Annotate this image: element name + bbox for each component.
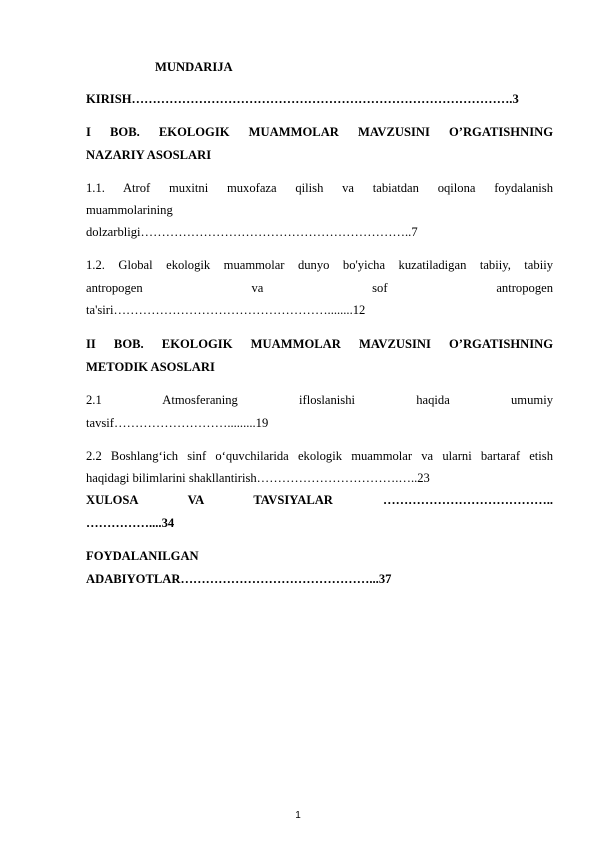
toc-entry-1-1-page: dolzarbligi………………………………………………………..7 (86, 225, 418, 239)
toc-entry-1-1-cont: muammolarining (86, 203, 173, 217)
toc-entry-chapter-2: II BOB. EKOLOGIK MUAMMOLAR MAVZUSINI O’RGATISHNING (86, 337, 553, 351)
toc-entry-2-1-page: tavsif……………………….........19 (86, 416, 269, 430)
toc-entry-1-2-page: ta'siri……………………………………………........12 (86, 303, 366, 317)
toc-entry-foydalanilgan: FOYDALANILGAN (86, 549, 199, 563)
toc-entry-adabiyotlar: ADABIYOTLAR………………………………………...37 (86, 572, 392, 586)
toc-entry-chapter-1-cont: NAZARIY ASOSLARI (86, 148, 212, 162)
toc-entry-1-1: 1.1. Atrof muxitni muxofaza qilish va tabiatdan oqilona foydalanish (86, 181, 553, 195)
toc-entry-xulosa: XULOSA VA TAVSIYALAR ………………………………….. (86, 493, 553, 507)
toc-entry-chapter-1: I BOB. EKOLOGIK MUAMMOLAR MAVZUSINI O’RGATISHNING (86, 125, 553, 139)
toc-entry-1-2-cont: antropogen va sof antropogen (86, 281, 553, 295)
page-number: 1 (295, 810, 301, 821)
toc-entry-2-2: 2.2 Boshlang‘ich sinf o‘quvchilarida ekologik muammolar va ularni bartaraf etish (86, 449, 553, 463)
toc-title: MUNDARIJA (155, 60, 233, 74)
toc-entry-kirish: KIRISH……………………………………………………………………………….3 (86, 92, 519, 106)
toc-entry-xulosa-page: ……………....34 (86, 516, 175, 530)
toc-entry-chapter-2-cont: METODIK ASOSLARI (86, 360, 215, 374)
toc-entry-2-2-page: haqidagi bilimlarini shakllantirish…………………………….…..23 (86, 471, 430, 485)
toc-entry-1-2: 1.2. Global ekologik muammolar dunyo bo'yicha kuzatiladigan tabiiy, tabiiy (86, 258, 553, 272)
toc-entry-2-1: 2.1 Atmosferaning ifloslanishi haqida umumiy (86, 393, 553, 407)
